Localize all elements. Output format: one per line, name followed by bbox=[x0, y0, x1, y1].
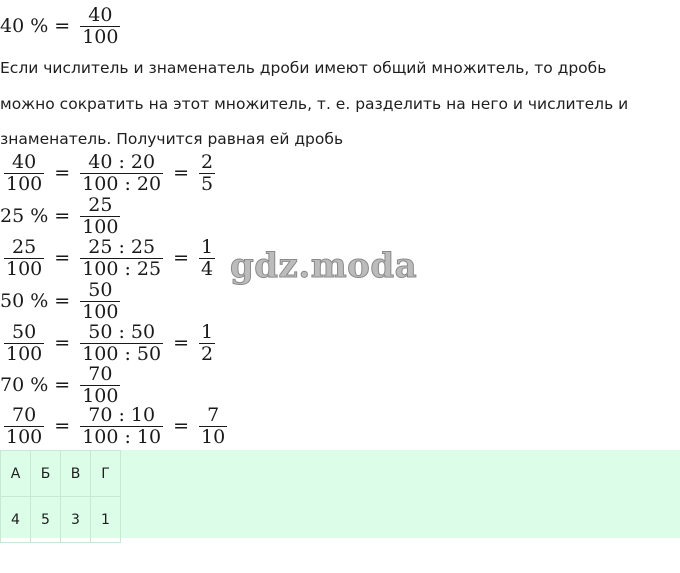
fraction-original bbox=[4, 238, 44, 279]
reduction-25-100 bbox=[0, 238, 219, 279]
equation-50-percent bbox=[0, 281, 124, 322]
answer-table bbox=[0, 450, 121, 543]
value-cell: 1 bbox=[91, 497, 121, 543]
fraction-result bbox=[199, 153, 215, 194]
explanation-line-2: можно сократить на этот множитель, т. е. разделить на него и числитель и bbox=[0, 95, 629, 113]
percent-label: 25 % bbox=[0, 205, 49, 227]
fraction bbox=[80, 365, 120, 406]
denominator: 10 bbox=[201, 426, 226, 448]
numerator: 2 bbox=[201, 151, 214, 173]
denominator: 100 : 20 bbox=[82, 173, 162, 195]
equation-25-percent bbox=[0, 196, 124, 237]
fraction-original bbox=[4, 323, 44, 364]
numerator: 25 bbox=[88, 194, 113, 216]
denominator: 100 bbox=[6, 258, 43, 280]
explanation-line-3: знаменатель. Получится равная ей дробь bbox=[0, 130, 344, 148]
equals-sign: = bbox=[54, 162, 71, 184]
numerator: 40 bbox=[12, 151, 37, 173]
denominator: 4 bbox=[201, 258, 214, 280]
denominator: 100 bbox=[6, 173, 43, 195]
fraction-division bbox=[80, 406, 163, 447]
value-cell: 3 bbox=[61, 497, 91, 543]
equals-sign: = bbox=[54, 205, 71, 227]
explanation-line-1: Если числитель и знаменатель дроби имеют общий множитель, то дробь bbox=[0, 59, 607, 77]
equals-sign: = bbox=[54, 247, 71, 269]
numerator: 40 : 20 bbox=[88, 151, 156, 173]
numerator: 70 : 10 bbox=[88, 404, 156, 426]
equation-40-percent bbox=[0, 6, 124, 47]
equals-sign: = bbox=[54, 415, 71, 437]
fraction bbox=[80, 281, 120, 322]
denominator: 5 bbox=[201, 173, 214, 195]
numerator: 1 bbox=[201, 321, 214, 343]
header-cell: А bbox=[1, 451, 31, 497]
fraction-original bbox=[4, 153, 44, 194]
fraction bbox=[80, 196, 120, 237]
numerator: 40 bbox=[88, 4, 113, 26]
equals-sign: = bbox=[173, 247, 190, 269]
fraction-original bbox=[4, 406, 44, 447]
equals-sign: = bbox=[54, 290, 71, 312]
header-cell: Б bbox=[31, 451, 61, 497]
equals-sign: = bbox=[54, 332, 71, 354]
denominator: 100 bbox=[6, 343, 43, 365]
numerator: 70 bbox=[88, 363, 113, 385]
denominator: 100 bbox=[82, 26, 119, 48]
table-header-row bbox=[1, 451, 121, 497]
numerator: 50 bbox=[12, 321, 37, 343]
equals-sign: = bbox=[173, 415, 190, 437]
reduction-70-100 bbox=[0, 406, 231, 447]
denominator: 2 bbox=[201, 343, 214, 365]
denominator: 100 bbox=[82, 216, 119, 238]
denominator: 100 bbox=[82, 385, 119, 407]
denominator: 100 : 10 bbox=[82, 426, 162, 448]
numerator: 7 bbox=[207, 404, 220, 426]
percent-label: 50 % bbox=[0, 290, 49, 312]
watermark: gdz.moda bbox=[230, 246, 418, 286]
numerator: 25 : 25 bbox=[88, 236, 156, 258]
fraction-result bbox=[199, 323, 215, 364]
percent-label: 40 % bbox=[0, 15, 49, 37]
fraction bbox=[80, 6, 120, 47]
reduction-40-100 bbox=[0, 153, 219, 194]
denominator: 100 bbox=[6, 426, 43, 448]
numerator: 50 bbox=[88, 279, 113, 301]
equals-sign: = bbox=[173, 162, 190, 184]
header-cell: Г bbox=[91, 451, 121, 497]
numerator: 70 bbox=[12, 404, 37, 426]
equals-sign: = bbox=[54, 15, 71, 37]
reduction-50-100 bbox=[0, 323, 219, 364]
denominator: 100 : 50 bbox=[82, 343, 162, 365]
header-cell: В bbox=[61, 451, 91, 497]
numerator: 1 bbox=[201, 236, 214, 258]
denominator: 100 : 25 bbox=[82, 258, 162, 280]
numerator: 50 : 50 bbox=[88, 321, 156, 343]
equation-70-percent bbox=[0, 365, 124, 406]
fraction-division bbox=[80, 238, 163, 279]
equals-sign: = bbox=[173, 332, 190, 354]
fraction-division bbox=[80, 153, 163, 194]
value-cell: 5 bbox=[31, 497, 61, 543]
fraction-result bbox=[199, 238, 215, 279]
value-cell: 4 bbox=[1, 497, 31, 543]
answer-table-panel bbox=[0, 450, 680, 538]
table-value-row bbox=[1, 497, 121, 543]
numerator: 25 bbox=[12, 236, 37, 258]
equals-sign: = bbox=[54, 374, 71, 396]
percent-label: 70 % bbox=[0, 374, 49, 396]
denominator: 100 bbox=[82, 301, 119, 323]
fraction-division bbox=[80, 323, 163, 364]
fraction-result bbox=[199, 406, 227, 447]
